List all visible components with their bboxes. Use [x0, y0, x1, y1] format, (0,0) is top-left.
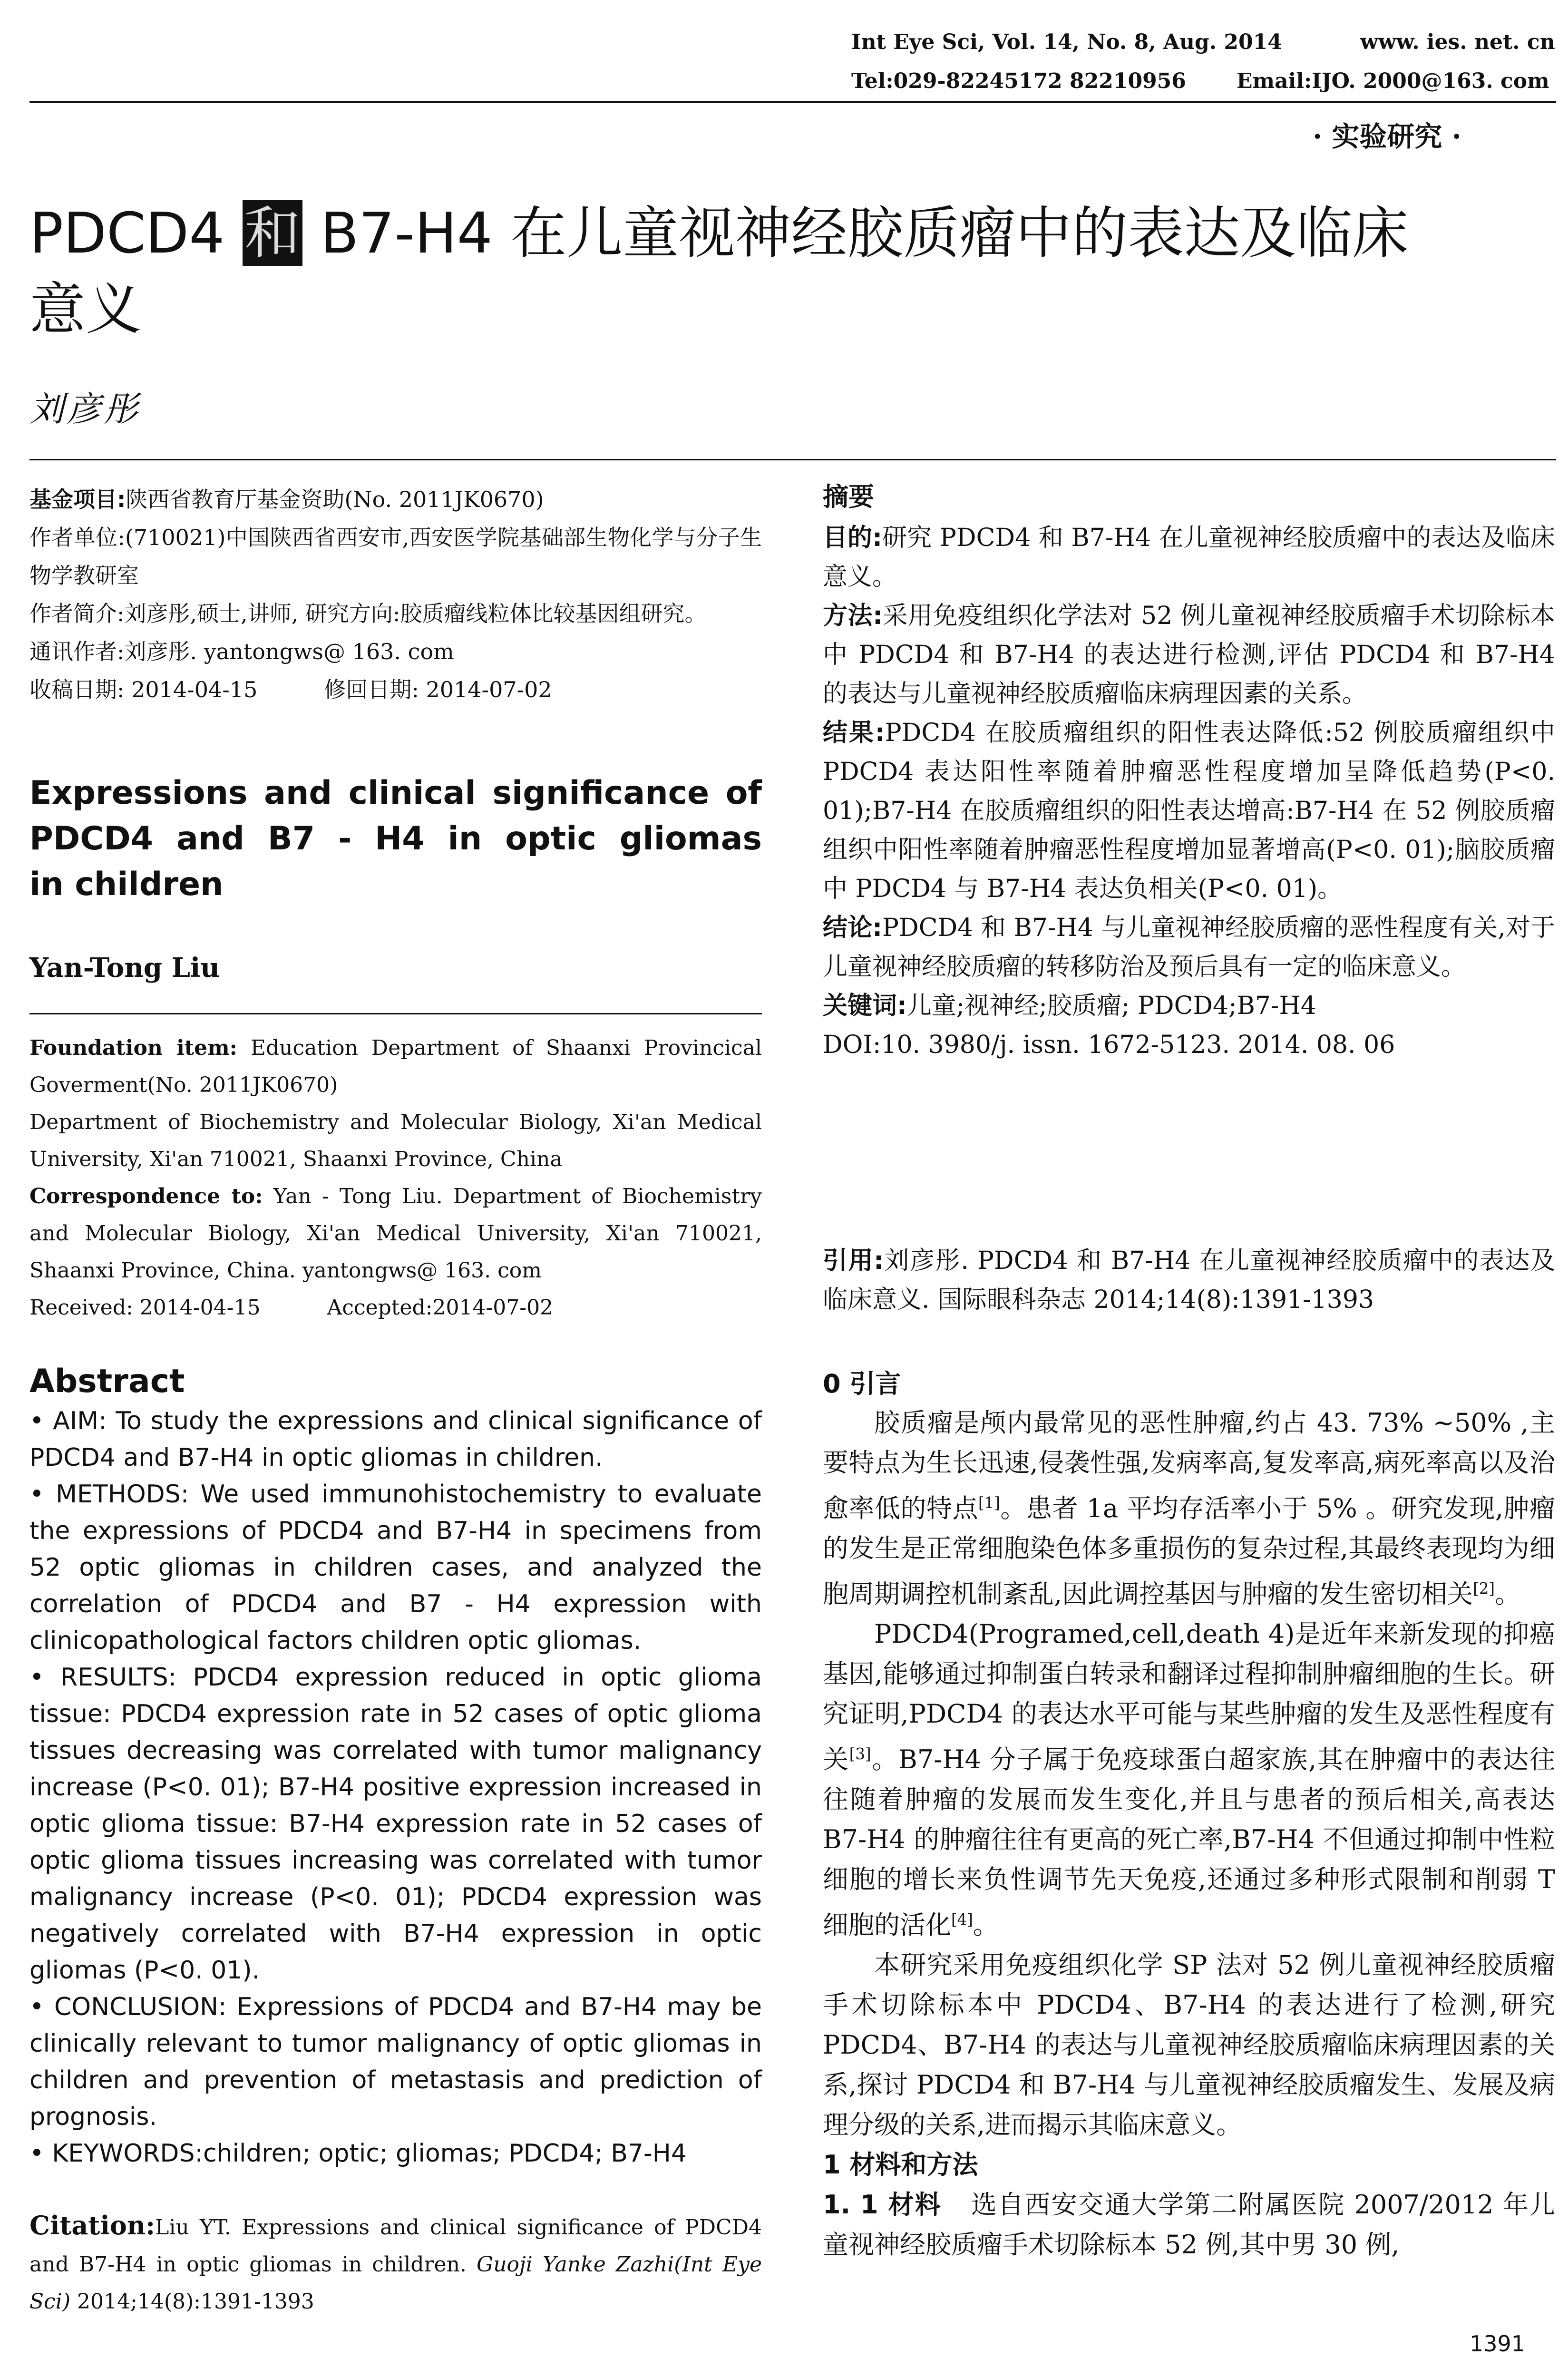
intro-heading: 0 引言: [823, 1369, 901, 1399]
author-en: Yan-Tong Liu: [29, 952, 220, 984]
en-title-line1: Expressions and clinical significance of: [29, 774, 762, 812]
received-en: Received: 2014-04-15: [29, 1296, 261, 1320]
methods-cn: 采用免疫组织化学法对 52 例儿童视神经胶质瘤手术切除标本中 PDCD4 和 B7-H4 的表达进行检测,评估 PDCD4 和 B7-H4 的表达与儿童视神经胶质瘤临床病理因素的关系。: [823, 602, 1556, 708]
page-title: [29, 197, 1408, 269]
citation-en-label: Citation:: [29, 2210, 156, 2241]
section-label: · 实验研究 ·: [1313, 120, 1461, 153]
keywords-cn: 儿童;视神经;胶质瘤; PDCD4;B7-H4: [906, 992, 1316, 1020]
journal-email: Email:IJO. 2000@163. com: [1237, 69, 1549, 93]
info-cn: [29, 480, 762, 709]
citation-en-text2: 2014;14(8):1391-1393: [77, 2289, 314, 2314]
en-title-line2: PDCD4 and B7 - H4 in optic gliomas: [29, 820, 762, 857]
ref-4: [4]: [951, 1910, 973, 1929]
bio-cn-label: 作者简介:: [29, 601, 125, 626]
en-title-line3: in children: [29, 866, 224, 903]
received-cn: 收稿日期: 2014-04-15: [29, 677, 258, 702]
citation-en-journal: Guoji Yanke Zazhi(Int Eye Sci): [29, 2252, 762, 2314]
unit-cn: (710021)中国陕西省西安市,西安医学院基础部生物化学与分子生物学教研室: [29, 525, 762, 588]
abstract-en-conclusion: • CONCLUSION: Expressions of PDCD4 and B7-H4 may be clinically relevant to tumor malignancy of optic gliomas in children and prevention of metastasis and prediction of prognosis.: [29, 1993, 762, 2131]
foundation-en-label: Foundation item:: [29, 1036, 237, 1060]
abstract-en-aim: • AIM: To study the expressions and clinical significance of PDCD4 and B7-H4 in optic gliomas in children.: [29, 1407, 762, 1472]
intro-paragraph-2: PDCD4(Programed,cell,death 4)是近年来新发现的抑癌基因,能够通过抑制蛋白转录和翻译过程抑制肿瘤细胞的生长。研究证明,PDCD4 的表达水平可能与某些肿瘤的发生及恶性程度有关[3]。B7-H4 分子属于免疫球蛋白超家族,其在肿瘤中的表达往往随着肿瘤的发展而发生变化,并且与患者的预后相关,高表达 B7-H4 的肿瘤往往有更高的死亡率,B7-H4 不但通过抑制中性粒细胞的增长来负性调节先天免疫,还通过多种形式限制和削弱 T 细胞的活化[4]。: [823, 1619, 1556, 1940]
corr-cn: 刘彦彤. yantongws@ 163. com: [124, 639, 454, 664]
title-part2: B7-H4 在儿童视神经胶质瘤中的表达及临床: [320, 200, 1409, 266]
title-part1: PDCD4: [29, 200, 225, 266]
materials-label: 1. 1 材料: [823, 2190, 942, 2220]
journal-website: www. ies. net. cn: [1360, 30, 1555, 54]
bio-cn: 刘彦彤,硕士,讲师, 研究方向:胶质瘤线粒体比较基因组研究。: [124, 601, 707, 626]
methods-heading: 1 材料和方法: [823, 2150, 978, 2180]
corr-cn-label: 通讯作者:: [29, 639, 125, 664]
results-cn-label: 结果:: [823, 719, 885, 747]
conclusion-cn-label: 结论:: [823, 914, 883, 942]
methods-cn-label: 方法:: [823, 602, 883, 630]
title-highlight: 和: [243, 200, 302, 266]
title-rule: [29, 459, 1556, 460]
materials-text: 选自西安交通大学第二附属医院 2007/2012 年儿童视神经胶质瘤手术切除标本 52 例,其中男 30 例,: [823, 2190, 1555, 2260]
abstract-en-results: • RESULTS: PDCD4 expression reduced in optic glioma tissue: PDCD4 expression rate in 52 cases of optic glioma tissues decreasing was correlated with tumor malignancy increase (P<0. 01); B7-H4 positive expression increased in optic glioma tissue: B7-H4 expression rate in 52 cases of optic glioma tissues increasing was correlated with tumor malignancy increase (P<0. 01); PDCD4 expression was negatively correlated with B7-H4 expression in optic gliomas (P<0. 01).: [29, 1663, 762, 1985]
citation-en: [29, 2207, 762, 2320]
journal-info: Int Eye Sci, Vol. 14, No. 8, Aug. 2014: [851, 30, 1282, 54]
aim-cn-label: 目的:: [823, 524, 882, 552]
doi: DOI:10. 3980/j. issn. 1672-5123. 2014. 08. 06: [823, 1031, 1395, 1059]
aim-cn: 研究 PDCD4 和 B7-H4 在儿童视神经胶质瘤中的表达及临床意义。: [823, 524, 1555, 591]
info-en: [29, 1030, 762, 1326]
en-info-rule: [29, 1013, 762, 1014]
keywords-cn-label: 关键词:: [823, 992, 907, 1020]
abstract-en: [29, 1403, 762, 2172]
revised-cn: 修回日期: 2014-07-02: [324, 677, 552, 702]
foundation-cn: 陕西省教育厅基金资助(No. 2011JK0670): [126, 487, 544, 512]
abstract-en-heading: Abstract: [29, 1363, 185, 1400]
dept-en: Department of Biochemistry and Molecular Biology, Xi'an Medical University, Xi'an 710021, Shaanxi Province, China: [29, 1110, 762, 1171]
intro-paragraph-3: 本研究采用免疫组织化学 SP 法对 52 例儿童视神经胶质瘤手术切除标本中 PDCD4、B7-H4 的表达进行了检测,研究 PDCD4、B7-H4 的表达与儿童视神经胶质瘤临床病理因素的关系,探讨 PDCD4 和 B7-H4 与儿童视神经胶质瘤发生、发展及病理分级的关系,进而揭示其临床意义。: [823, 1950, 1555, 2140]
results-cn: PDCD4 在胶质瘤组织的阳性表达降低:52 例胶质瘤组织中 PDCD4 表达阳性率随着肿瘤恶性程度增加呈降低趋势(P<0. 01);B7-H4 在胶质瘤组织的阳性表达增高:B7-H4 在 52 例胶质瘤组织中阳性率随着肿瘤恶性程度增加显著增高(P<0. 01);脑胶质瘤中 PDCD4 与 B7-H4 表达负相关(P<0. 01)。: [823, 719, 1555, 903]
corr-en-label: Correspondence to:: [29, 1184, 263, 1208]
ref-2: [2]: [1473, 1579, 1495, 1598]
citation-cn-text: 刘彦彤. PDCD4 和 B7-H4 在儿童视神经胶质瘤中的表达及临床意义. 国际眼科杂志 2014;14(8):1391-1393: [823, 1247, 1555, 1314]
citation-cn: [823, 1241, 1555, 1319]
intro-paragraph-1: 胶质瘤是颅内最常见的恶性肿瘤,约占 43. 73% ~50% ,主要特点为生长迅速,侵袭性强,发病率高,复发率高,病死率高以及治愈率低的特点[1]。患者 1a 平均存活率小于 5% 。研究发现,肿瘤的发生是正常细胞染色体多重损伤的复杂过程,其最终表现均为细胞周期调控机制紊乱,因此调控基因与肿瘤的发生密切相关[2]。: [823, 1408, 1555, 1609]
abstract-en-keywords: • KEYWORDS:children; optic; gliomas; PDCD4; B7-H4: [29, 2139, 687, 2168]
citation-cn-label: 引用:: [823, 1247, 884, 1275]
page-title-line2: 意义: [29, 276, 142, 342]
body-text: [823, 1403, 1555, 2265]
corr-en: Yan - Tong Liu. Department of Biochemistry and Molecular Biology, Xi'an Medical University, Xi'an 710021, Shaanxi Province, China. yantongws@ 163. com: [29, 1184, 762, 1283]
en-title: [29, 770, 762, 907]
foundation-en: Education Department of Shaanxi Provincical Goverment(No. 2011JK0670): [29, 1036, 762, 1097]
page-number: 1391: [1470, 2331, 1526, 2357]
abstract-cn-heading: 摘要: [823, 482, 874, 512]
ref-3: [3]: [849, 1745, 871, 1763]
author-cn: 刘彦彤: [29, 389, 141, 429]
citation-en-text1: Liu YT. Expressions and clinical significance of PDCD4 and B7-H4 in optic gliomas in children.: [29, 2215, 762, 2277]
journal-tel: Tel:029-82245172 82210956: [851, 69, 1186, 93]
unit-cn-label: 作者单位:: [29, 525, 125, 550]
abstract-en-methods: • METHODS: We used immunohistochemistry to evaluate the expressions of PDCD4 and B7-H4 in specimens from 52 optic gliomas in children cases, and analyzed the correlation of PDCD4 and B7 - H4 expression with clinicopathological factors children optic gliomas.: [29, 1480, 762, 1655]
materials-paragraph: [823, 2185, 1555, 2265]
foundation-cn-label: 基金项目:: [29, 487, 126, 512]
ref-1: [1]: [978, 1494, 1000, 1512]
abstract-cn: [823, 518, 1555, 1064]
header-rule: [29, 101, 1556, 103]
accepted-en: Accepted:2014-07-02: [327, 1296, 554, 1320]
conclusion-cn: PDCD4 和 B7-H4 与儿童视神经胶质瘤的恶性程度有关,对于儿童视神经胶质瘤的转移防治及预后具有一定的临床意义。: [823, 914, 1555, 981]
